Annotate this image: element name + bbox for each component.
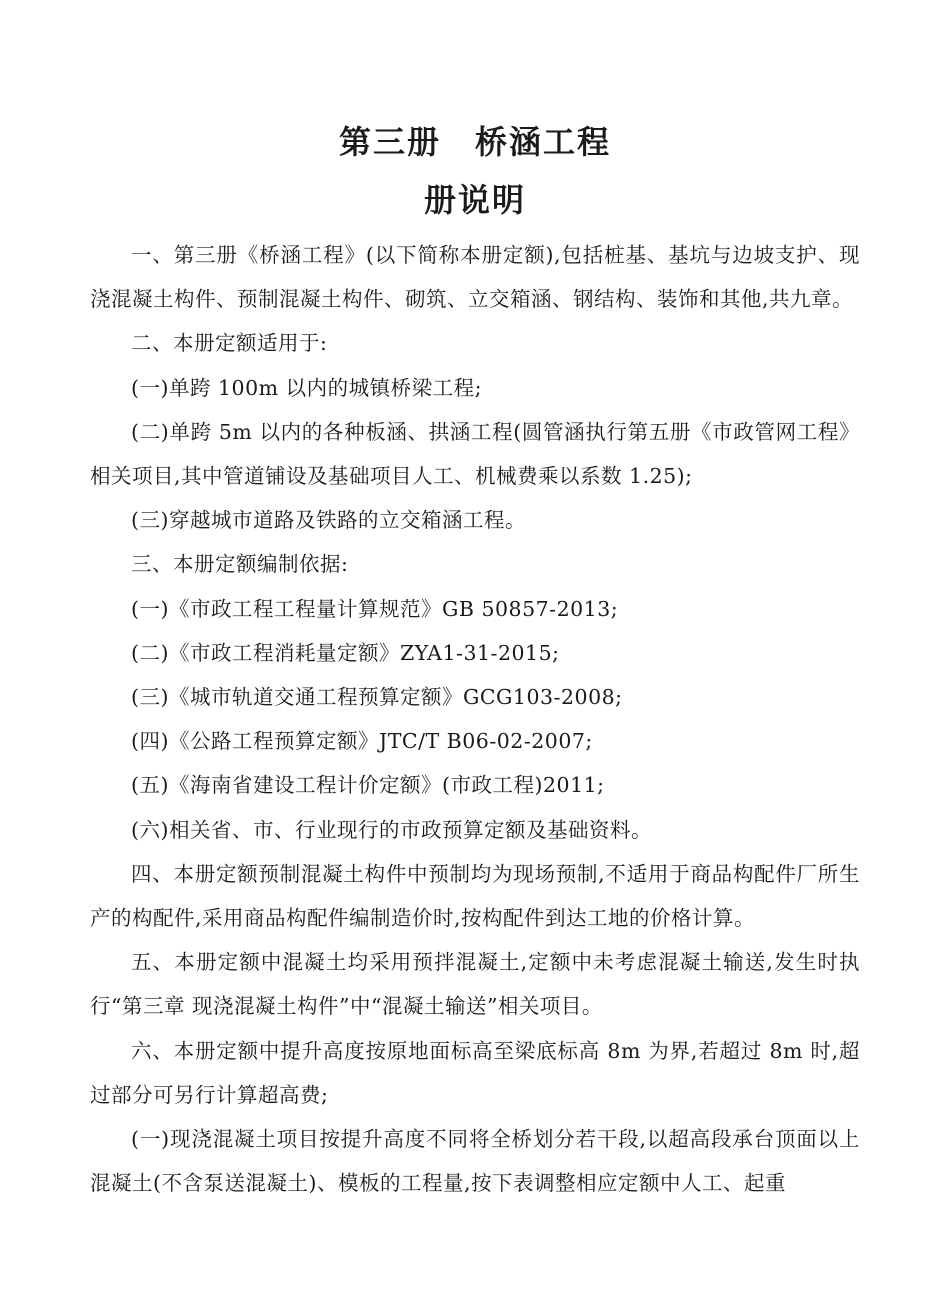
paragraph-10: (四)《公路工程预算定额》JTC/T B06-02-2007; [131, 729, 593, 754]
paragraph-1: 一、第三册《桥涵工程》(以下简称本册定额),包括桩基、基坑与边坡支护、现浇混凝土构件、预制混凝土构件、砌筑、立交箱涵、钢结构、装饰和其他,共九章。 [90, 243, 860, 312]
paragraph-2: 二、本册定额适用于: [131, 331, 328, 356]
paragraph-5: (三)穿越城市道路及铁路的立交箱涵工程。 [131, 508, 526, 533]
paragraph-11: (五)《海南省建设工程计价定额》(市政工程)2011; [131, 773, 605, 798]
paragraph-14: 五、本册定额中混凝土均采用预拌混凝土,定额中未考虑混凝土输送,发生时执行“第三章 现浇混凝土构件”中“混凝土输送”相关项目。 [90, 950, 860, 1019]
paragraph-4: (二)单跨 5m 以内的各种板涵、拱涵工程(圆管涵执行第五册《市政管网工程》相关项目,其中管道铺设及基础项目人工、机械费乘以系数 1.25); [90, 419, 860, 489]
paragraph-13: 四、本册定额预制混凝土构件中预制均为现场预制,不适用于商品构配件厂所生产的构配件,采用商品构配件编制造价时,按构配件到达工地的价格计算。 [90, 861, 860, 931]
paragraph-7: (一)《市政工程工程量计算规范》GB 50857-2013; [131, 596, 619, 621]
document-title: 第三册 桥涵工程 [338, 123, 611, 161]
paragraph-3: (一)单跨 100m 以内的城镇桥梁工程; [131, 375, 483, 400]
paragraph-9: (三)《城市轨道交通工程预算定额》GCG103-2008; [131, 685, 623, 710]
paragraph-8: (二)《市政工程消耗量定额》ZYA1-31-2015; [131, 640, 560, 665]
document-subtitle: 册说明 [423, 181, 526, 219]
paragraph-16: (一)现浇混凝土项目按提升高度不同将全桥划分若干段,以超高段承台顶面以上混凝土(不含泵送混凝土)、模板的工程量,按下表调整相应定额中人工、起重 [90, 1127, 860, 1196]
paragraph-15: 六、本册定额中提升高度按原地面标高至梁底标高 8m 为界,若超过 8m 时,超过部分可另行计算超高费; [90, 1038, 860, 1107]
document-body [90, 233, 860, 1205]
paragraph-6: 三、本册定额编制依据: [131, 552, 349, 577]
paragraph-12: (六)相关省、市、行业现行的市政预算定额及基础资料。 [131, 817, 652, 842]
